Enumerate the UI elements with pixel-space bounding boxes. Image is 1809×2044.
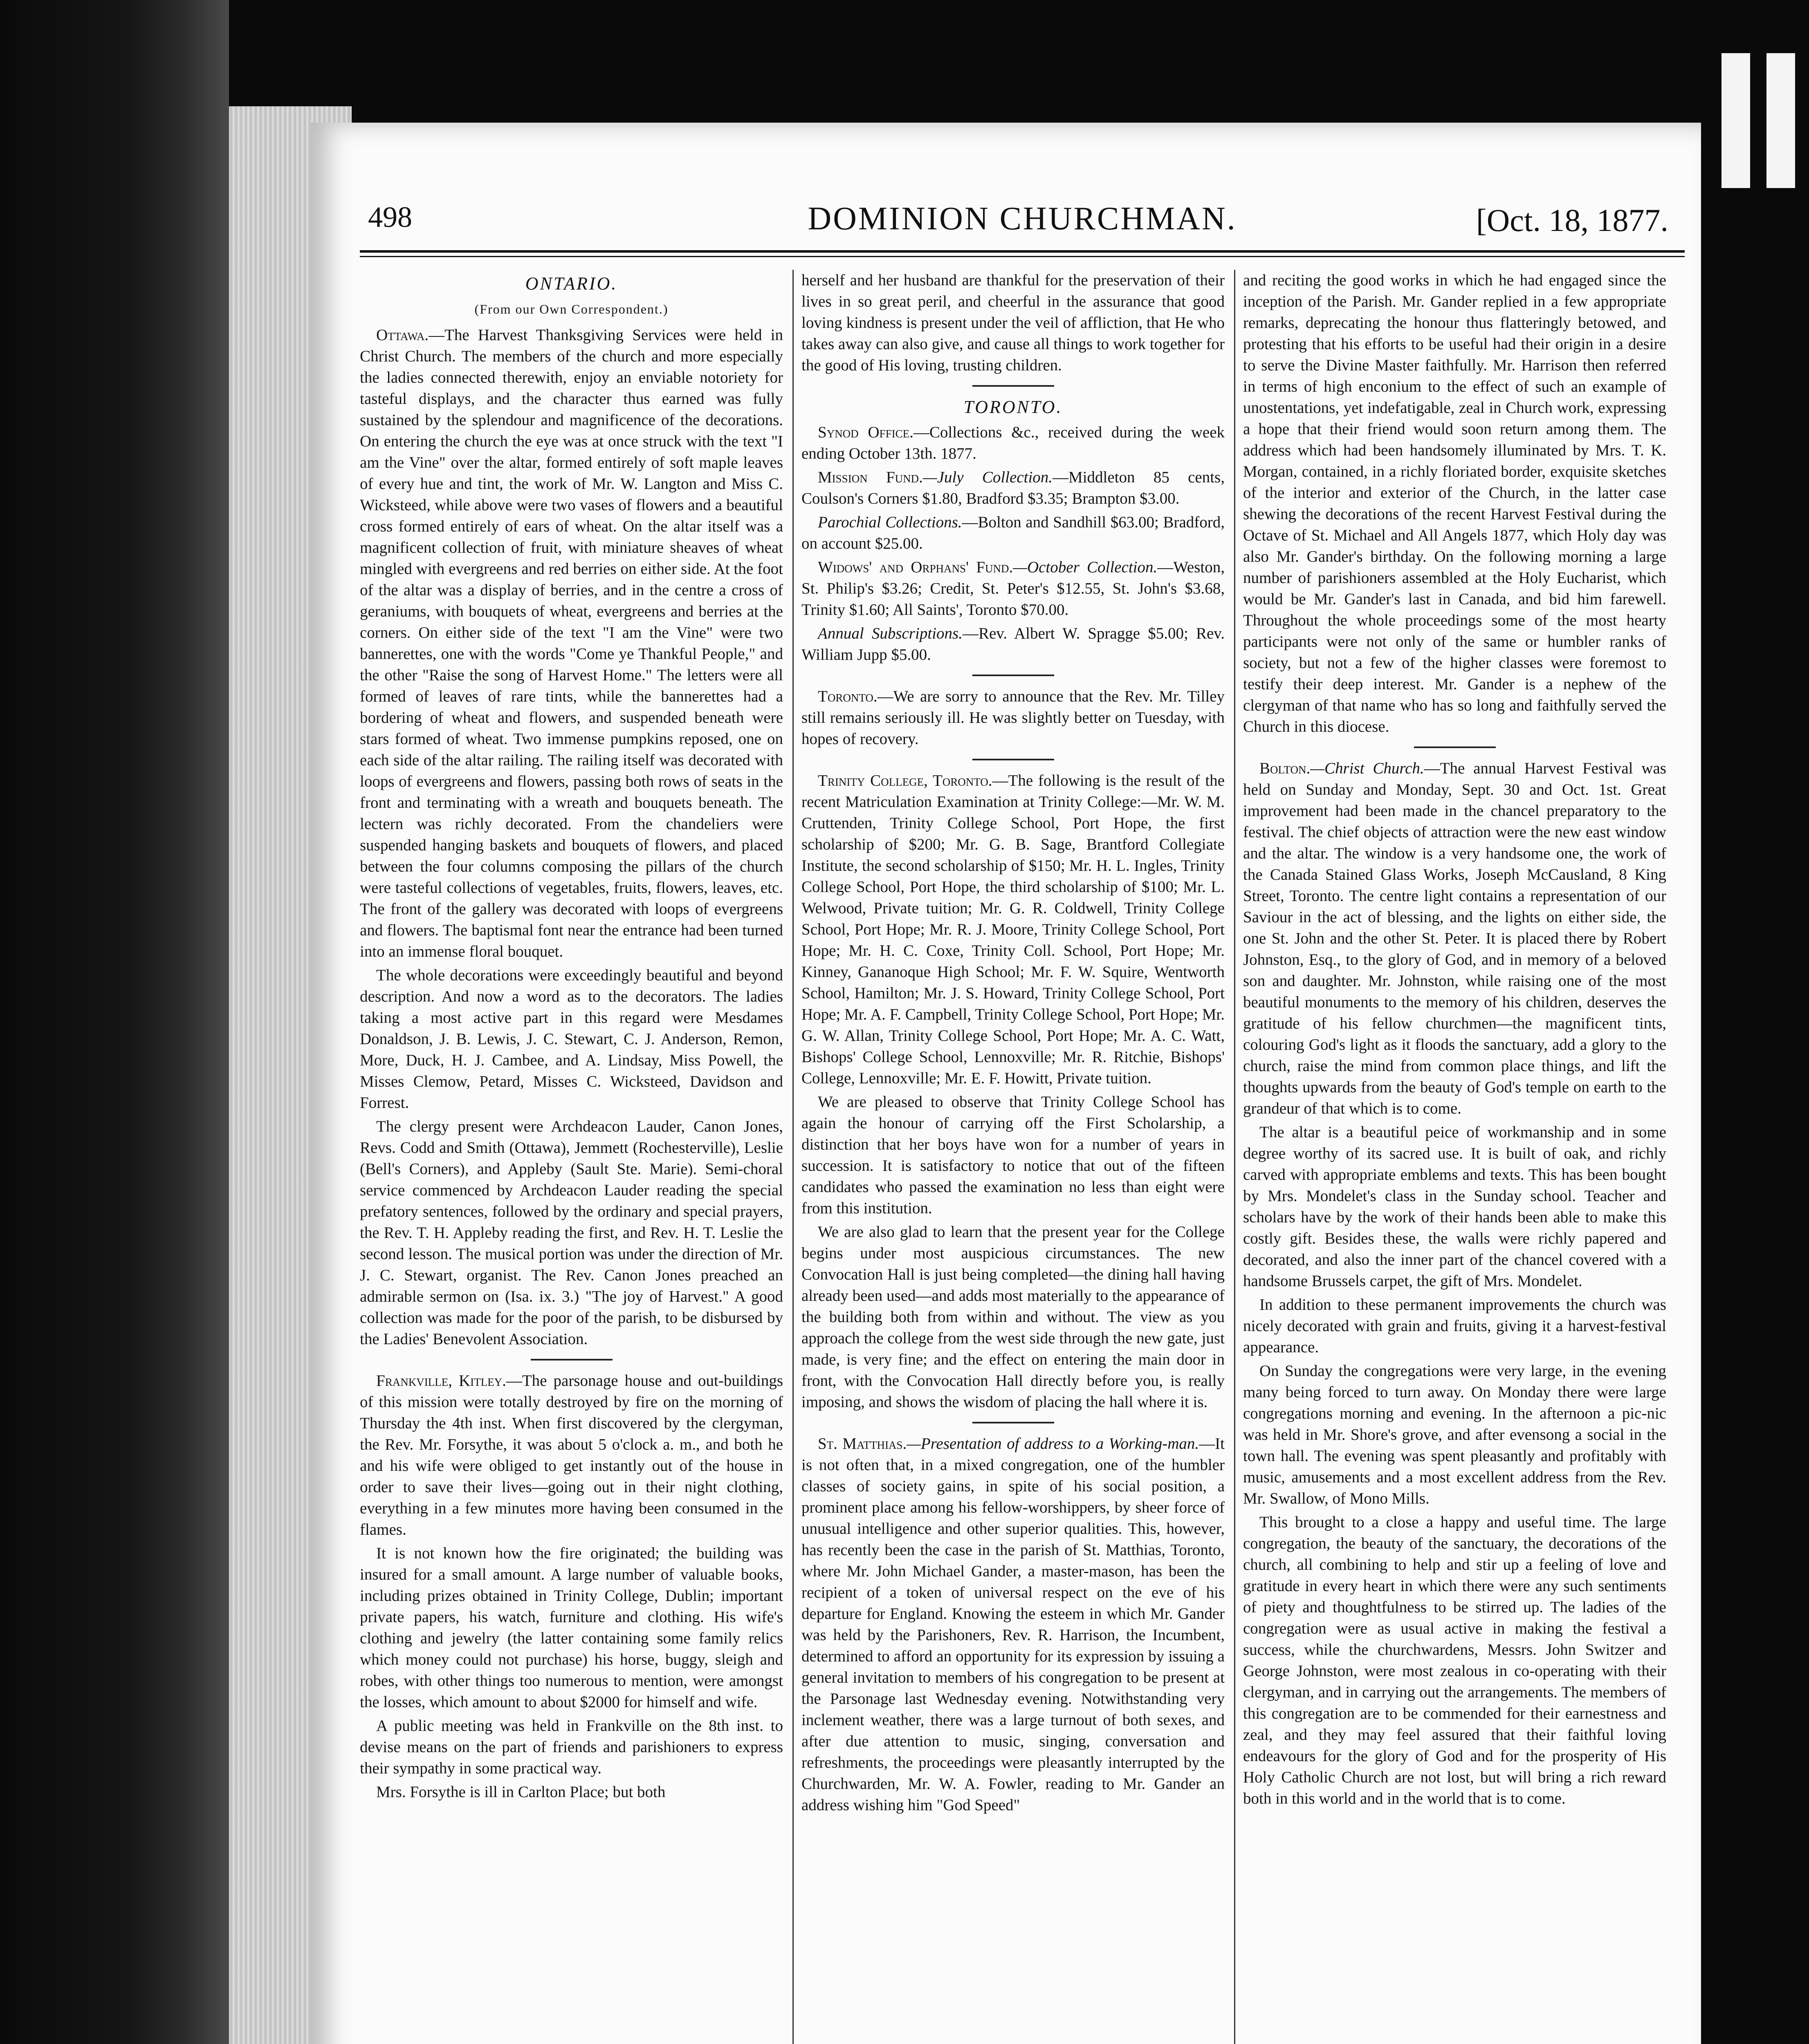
paragraph: A public meeting was held in Frankville on the 8th inst. to devise means on the part of friends and parishioners to express their sympathy in some practical way. — [360, 1717, 783, 1777]
dateline: Bolton. — [1259, 760, 1311, 777]
parochial-collections — [801, 512, 1225, 554]
publication-title: DOMINION CHURCHMAN. — [808, 201, 1237, 237]
separator — [1414, 746, 1496, 748]
issue-date: [Oct. 18, 1877. — [1476, 202, 1668, 238]
paragraph: It is not known how the fire originated; the building was insured for a small amount. A large number of valuable books, including prizes obtained in Trinity College, Dublin; important private papers, his watch, furniture and clothing. His wife's clothing and jewelry (the latter containing some family relics which money could not purchase) his horse, buggy, sleigh and robes, with other things too numerous to mention, were amongst the losses, which amount to about $2000 for himself and wife. — [360, 1544, 783, 1711]
correspondent-line: (From our Own Correspondent.) — [474, 302, 669, 316]
paragraph: Mrs. Forsythe is ill in Carlton Place; but both — [376, 1783, 666, 1801]
column-divider-2 — [1234, 270, 1235, 2044]
annual-subscriptions — [801, 623, 1225, 666]
header-rule-thin — [360, 256, 1685, 257]
separator — [972, 759, 1054, 760]
dateline: Trinity College, Toronto. — [818, 772, 992, 789]
page-header — [368, 196, 1677, 245]
column-2 — [801, 270, 1225, 2044]
paragraph-text: —The parsonage house and out-buildings of this mission were totally destroyed by fire on the morning of Thursday the 4th inst. When first discovered by the clergyman, the Rev. Mr. Forsythe, it was about 5 o'clock a. m., and both he and his wife were obliged to get instantly out of the house in order to save their lives—going out in their night clothing, everything in a few minutes more having been consumed in the flames. — [360, 1372, 783, 1538]
paragraph-text: —We are sorry to announce that the Rev. Mr. Tilley still remains seriously ill. He was slightly better on Tuesday, with hopes of recovery. — [801, 688, 1225, 748]
italic-heading: —Christ Church. — [1310, 760, 1424, 777]
paragraph: The clergy present were Archdeacon Lauder, Canon Jones, Revs. Codd and Smith (Ottawa), Jemmett (Rochesterville), Leslie (Bell's Corners), and Appleby (Sault Ste. Marie). Semi-choral service commenced by Archdeacon Lauder reading the special prefatory sentences, followed by the ordinary and special prayers, the Rev. T. H. Appleby reading the first, and Rev. H. T. Leslie the second lesson. The musical portion was under the direction of Mr. J. C. Stewart, organist. The Rev. Canon Jones preached an admirable sermon on (Isa. ix. 3.) "The joy of Harvest." A good collection was made for the poor of the parish, to be disbursed by the Ladies' Benevolent Association. — [360, 1118, 783, 1348]
paragraph-text: —Middleton 85 cents, Coulson's Corners $1.80, Bradford $3.35; Brampton $3.00. — [801, 468, 1225, 507]
section-title-toronto: TORONTO. — [963, 397, 1063, 417]
paragraph-text: —Rev. Albert W. Spragge $5.00; Rev. William Jupp $5.00. — [801, 625, 1225, 663]
dateline: Frankville, Kitley. — [376, 1372, 506, 1390]
paragraph-text: —Weston, St. Philip's $3.26; Credit, St. Peter's $12.55, St. John's $3.68, Trinity $1.60; All Saints', Toronto $70.00. — [801, 558, 1225, 619]
paragraph: We are also glad to learn that the present year for the College begins under most auspicious circumstances. The new Convocation Hall is just being completed—the dining hall having already been used—and adds most materially to the appearance of the building both from within and without. The view as you approach the college from the west side through the new gate, just made, is very fine; and the effect on entering the main door in front, with the Convocation Hall directly before you, is really imposing, and shows the wisdom of placing the hall where it is. — [801, 1223, 1225, 1411]
dateline: Synod Office. — [818, 424, 913, 441]
newspaper-page — [311, 123, 1701, 2044]
separator — [972, 675, 1054, 676]
paragraph: In addition to these permanent improvements the church was nicely decorated with grain and fruits, giving it a harvest-festival appearance. — [1243, 1296, 1666, 1356]
paragraph: The whole decorations were exceedingly beautiful and beyond description. And now a word as to the decorators. The ladies taking a most active part in this regard were Mesdames Donaldson, J. B. Lewis, J. C. Stewart, C. J. Anderson, Remon, More, Duck, H. J. Cambee, and A. Lindsay, Miss Powell, the Misses Clemow, Petard, Misses C. Wicksteed, Davidson and Forrest. — [360, 966, 783, 1112]
paragraph: and reciting the good works in which he had engaged since the inception of the Parish. Mr. Gander replied in a few appropriate remarks, deprecating the honour thus flatteringly betowed, and protesting that his efforts to be useful had their origin in a desire to serve the Divine Master faithfully. Mr. Harrison then referred in terms of high enconium to the effect of such an example of unostentations, yet indefatigable, zeal in Church work, expressing a hope that their friend would soon return among them. The address which had been handsomely illuminated by Mrs. T. K. Morgan, contained, in a richly floriated border, exquisite sketches of the interior and exterior of the Church, in the latter case shewing the decorations of the recent Harvest Festival during the Octave of St. Michael and All Angels 1877, which Holy day was also Mr. Gander's birthday. On the following morning a large number of parishioners assembled at the Holy Eucharist, which would be Mr. Gander's last in Canada, and bid him farewell. Throughout the whole proceedings some of the most hearty participants were not only of the same or humbler ranks of society, but not a few of the higher classes were foremost to testify their deep interest. Mr. Gander is a nephew of the clergyman of that name who has so long and faithfully served the Church in this diocese. — [1243, 271, 1666, 735]
dateline: Ottawa. — [376, 326, 429, 344]
mission-fund — [801, 467, 1225, 509]
italic-heading: —October Collection. — [1013, 558, 1158, 576]
separator — [972, 1422, 1054, 1423]
paragraph: This brought to a close a happy and useful time. The large congregation, the beauty of the sanctuary, the decorations of the church, all combining to help and stir up a feeling of love and gratitude in every heart in which there were any such sentiments of piety and thoughtfulness to be stirred up. The ladies of the congregation were as usual active in making the festival a success, while the churchwardens, Messrs. John Switzer and George Johnston, were most zealous in co-operating with their clergyman, and in carrying out the arrangements. The members of this congregation are to be commended for their earnestness and zeal, and they may feel assured that their faithful loving endeavours for the glory of God and for the prosperity of His Holy Catholic Church are not lost, but will bring a rich reward both in this world and in the world that is to come. — [1243, 1513, 1666, 1807]
paragraph: On Sunday the congregations were very large, in the evening many being forced to turn away. On Monday there were large congregations morning and evening. In the afternoon a pic-nic was held in Mr. Shore's grove, and after evensong a social in the town hall. The evening was spent pleasantly and profitably with music, amusements and a most excellent address from the Rev. Mr. Swallow, of Mono Mills. — [1243, 1362, 1666, 1507]
synod-office — [801, 422, 1225, 464]
book-binding-shadow — [0, 0, 229, 2044]
article-toronto — [801, 686, 1225, 750]
column-1 — [360, 270, 783, 2044]
italic-heading: Parochial Collections. — [818, 513, 962, 531]
paragraph-text: —The following is the result of the recent Matriculation Examination at Trinity College:—Mr. W. M. Cruttenden, Trinity College School, Port Hope, the first scholarship of $200; Mr. G. B. Sage, Brantford Collegiate Institute, the second scholarship of $150; Mr. H. L. Ingles, Trinity College School, Port Hope, the third scholarship of $100; Mr. L. Welwood, Private tuition; Mr. G. R. Coldwell, Trinity College School, Port Hope; Mr. R. J. Moore, Trinity College School, Port Hope; Mr. H. C. Coxe, Trinity Coll. School, Port Hope; Mr. Kinney, Gananoque High School; Mr. F. W. Squire, Wentworth School, Hamilton; Mr. J. S. Howard, Trinity College School, Port Hope; Mr. A. F. Campbell, Trinity College School, Port Hope; Mr. G. W. Allan, Trinity College School, Port Hope; Mr. A. C. Watt, Bishops' College School, Lennoxville; Mr. R. Ritchie, Bishops' College, Lennoxville; Mr. E. F. Howitt, Private tuition. — [801, 772, 1225, 1087]
paragraph-text: —Collections &c., received during the week ending October 13th. 1877. — [801, 424, 1225, 462]
article-st-matthias — [801, 1433, 1225, 1816]
article-frankville — [360, 1370, 783, 1540]
dateline: Mission Fund. — [818, 468, 923, 486]
paragraph-text: —It is not often that, in a mixed congregation, one of the humbler classes of society gains, in spite of his social position, a prominent place among his fellow-worshippers, by sheer force of unusual intelligence and other superior qualities. This, however, has recently been the case in the parish of St. Matthias, Toronto, where Mr. John Michael Gander, a master-mason, has been the recipient of a token of universal respect on the eve of his departure for England. Knowing the esteem in which Mr. Gander was held by the Parishoners, Rev. R. Harrison, the Incumbent, determined to afford an opportunity for its expression by issuing a general invitation to members of his congregation to be present at the Parsonage last Wednesday evening. Notwithstanding very inclement weather, there was a large turnout of both sexes, and after due attention to music, singing, conversation and refreshments, the proceedings were pleasantly interrupted by the Churchwarden, Mr. W. A. Fowler, reading to Mr. Gander an address wishing him "God Speed" — [801, 1435, 1225, 1814]
paragraph: herself and her husband are thankful for the preservation of their lives in so great peril, and cheerful in the assurance that good loving kindness is present under the veil of affliction, that He who takes away can also give, and cause all things to work together for the good of His loving, trusting children. — [801, 271, 1225, 374]
italic-heading: —July Collection. — [922, 468, 1053, 486]
paragraph-text: —Bolton and Sandhill $63.00; Bradford, on account $25.00. — [801, 513, 1225, 552]
column-3 — [1243, 270, 1666, 2044]
dateline: Toronto. — [818, 688, 878, 705]
paragraph: The altar is a beautiful peice of workmanship and in some degree worthy of its sacred use. It is built of oak, and richly carved with appropriate emblems and texts. This has been bought by Mrs. Mondelet's class in the Sunday school. Teacher and scholars have by the work of their hands been able to make this costly gift. Besides these, the walls were richly papered and decorated, and also the inner part of the chancel covered with a handsome Brussels carpet, the gift of Mrs. Mondelet. — [1243, 1123, 1666, 1290]
article-ottawa — [360, 325, 783, 962]
italic-heading: —Presentation of address to a Working-man. — [907, 1435, 1199, 1452]
column-divider-1 — [792, 270, 794, 2044]
paragraph: We are pleased to observe that Trinity College School has again the honour of carrying off the First Scholarship, a distinction that her boys have won for a number of years in succession. It is satisfactory to notice that out of the fifteen candidates who passed the examination no less than eight were from this institution. — [801, 1093, 1225, 1217]
widows-orphans-fund — [801, 557, 1225, 621]
header-rule — [360, 250, 1685, 253]
article-bolton — [1243, 758, 1666, 1119]
page-number: 498 — [368, 201, 412, 233]
italic-heading: Annual Subscriptions. — [818, 625, 963, 642]
scan-marker-top-2 — [1766, 53, 1795, 188]
separator — [972, 385, 1054, 387]
scan-marker-top — [1721, 53, 1750, 188]
dateline: Widows' and Orphans' Fund. — [818, 558, 1013, 576]
article-trinity-college — [801, 770, 1225, 1089]
paragraph-text: —The annual Harvest Festival was held on Sunday and Monday, Sept. 30 and Oct. 1st. Great improvement had been made in the chancel preparatory to the festival. The chief objects of attraction were the new east window and the altar. The window is a very handsome one, the work of the Canada Stained Glass Works, Joseph McCausland, 8 King Street, Toronto. The centre light contains a representation of our Saviour in the act of blessing, and the lights on either side, the one St. John and the other St. Peter. It is placed there by Robert Johnston, Esq., to the glory of God, and in memory of a beloved son and daughter. Mr. Johnston, while raising one of the most beautiful monuments to the memory of his children, deserves the gratitude of his fellow churchmen—the magnificent tints, colouring God's light as it floods the sanctuary, add a glory to the church, raise the mind from common place things, and lift the thoughts upwards from the beauty of God's temple on earth to the grandeur of that which is to come. — [1243, 760, 1666, 1117]
separator — [531, 1359, 613, 1360]
section-title-ontario: ONTARIO. — [525, 273, 618, 294]
paragraph-text: —The Harvest Thanksgiving Services were held in Christ Church. The members of the church and more especially the ladies connected therewith, enjoy an enviable notoriety for tasteful displays, and the character thus earned was fully sustained by the splendour and magnificence of the decorations. On entering the church the eye was at once struck with the text "I am the Vine" over the altar, formed entirely of soft maple leaves of every hue and tint, the work of Mr. W. Langton and Miss C. Wicksteed, while above were two vases of flowers and a beautiful cross formed entirely of ears of wheat. On the altar itself was a magnificent collection of fruit, with miniature sheaves of wheat mingled with evergreens and red berries on either side. At the foot of the altar was a display of berries, and in the centre a cross of geraniums, with bouquets of wheat, evergreens and berries at the corners. On either side of the text "I am the Vine" were two bannerettes, one with the words "Come ye Thankful People," and the other "Raise the song of Harvest Home." The letters were all formed of leaves of rare tints, while the bannerettes had a bordering of wheat and flowers, and suspended beneath were stars formed of wheat. Two immense pumpkins reposed, one on each side of the altar railing. The railing itself was decorated with loops of evergreens and flowers, passing both rows of seats in the front and terminating with a wreath and bouquets beneath. The lectern was richly decorated. From the chandeliers were suspended hanging baskets and bouquets of flowers, and placed between the four columns composing the pillars of the church were tasteful collections of vegetables, fruits, flowers, leaves, etc. The front of the gallery was decorated with loops of evergreens and flowers. The baptismal font near the entrance had been turned into an immense floral bouquet. — [360, 326, 783, 960]
dateline: St. Matthias. — [818, 1435, 907, 1452]
